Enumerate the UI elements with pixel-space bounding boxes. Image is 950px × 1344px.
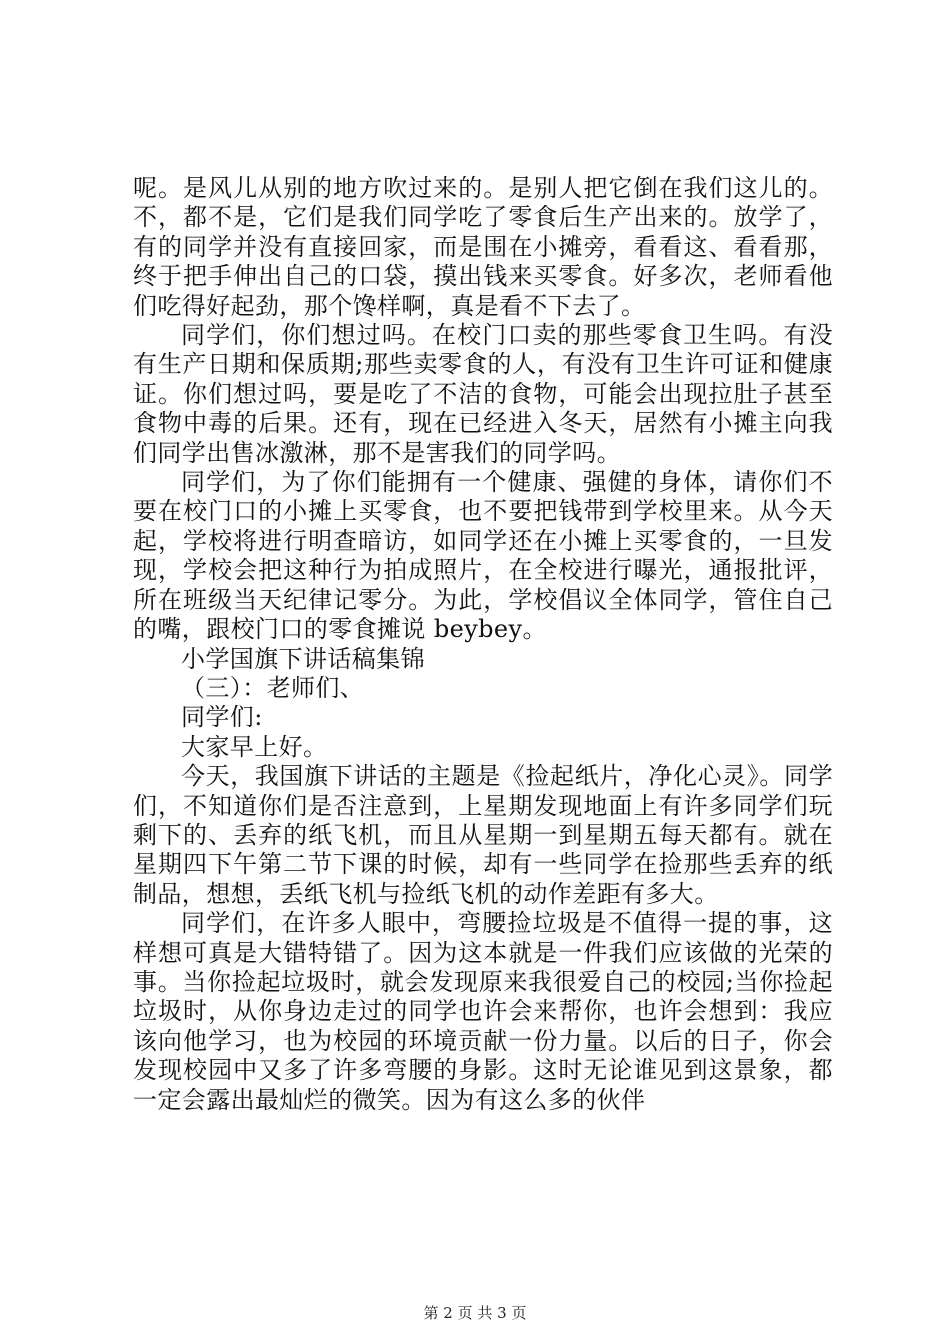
document-body (133, 174, 833, 1115)
page-number-footer: 第 2 页 共 3 页 (423, 1304, 527, 1322)
paragraph-3: 同学们，为了你们能拥有一个健康、强健的身体，请你们不要在校门口的小摊上买零食，也不要把钱带到学校里来。从今天起，学校将进行明查暗访，如同学还在小摊上买零食的，一旦发现，学校会把这种行为拍成照片，在全校进行曝光，通报批评，所在班级当天纪律记零分。为此，学校倡议全体同学，管住自己的嘴，跟校门口的零食摊说 beybey。 (133, 468, 833, 644)
greeting: 大家早上好。 (181, 732, 328, 761)
salutation-teachers: （三）：老师们、 (181, 673, 365, 702)
salutation-students: 同学们: (181, 703, 263, 732)
paragraph-5: 同学们，在许多人眼中，弯腰捡垃圾是不值得一提的事，这样想可真是大错特错了。因为这本就是一件我们应该做的光荣的事。当你捡起垃圾时，就会发现原来我很爱自己的校园;当你捡起垃圾时，从你身边走过的同学也许会来帮你，也许会想到：我应该向他学习，也为校园的环境贡献一份力量。以后的日子，你会发现校园中又多了许多弯腰的身影。这时无论谁见到这景象，都一定会露出最灿烂的微笑。因为有这么多的伙伴 (133, 909, 833, 1114)
paragraph-2: 同学们，你们想过吗。在校门口卖的那些零食卫生吗。有没有生产日期和保质期;那些卖零食的人，有没有卫生许可证和健康证。你们想过吗，要是吃了不洁的食物，可能会出现拉肚子甚至食物中毒的后果。还有，现在已经进入冬天，居然有小摊主向我们同学出售冰激淋，那不是害我们的同学吗。 (133, 321, 833, 467)
paragraph-4: 今天，我国旗下讲话的主题是《捡起纸片，净化心灵》。同学们，不知道你们是否注意到，上星期发现地面上有许多同学们玩剩下的、丢弃的纸飞机，而且从星期一到星期五每天都有。就在星期四下午第二节下课的时候，却有一些同学在捡那些丢弃的纸制品，想想，丢纸飞机与捡纸飞机的动作差距有多大。 (133, 762, 833, 908)
section-heading: 小学国旗下讲话稿集锦 (181, 644, 425, 673)
paragraph-1: 呢。是风儿从别的地方吹过来的。是别人把它倒在我们这儿的。不，都不是，它们是我们同学吃了零食后生产出来的。放学了，有的同学并没有直接回家，而是围在小摊旁，看看这、看看那，终于把手伸出自己的口袋，摸出钱来买零食。好多次，老师看他们吃得好起劲，那个馋样啊，真是看不下去了。 (133, 174, 833, 320)
